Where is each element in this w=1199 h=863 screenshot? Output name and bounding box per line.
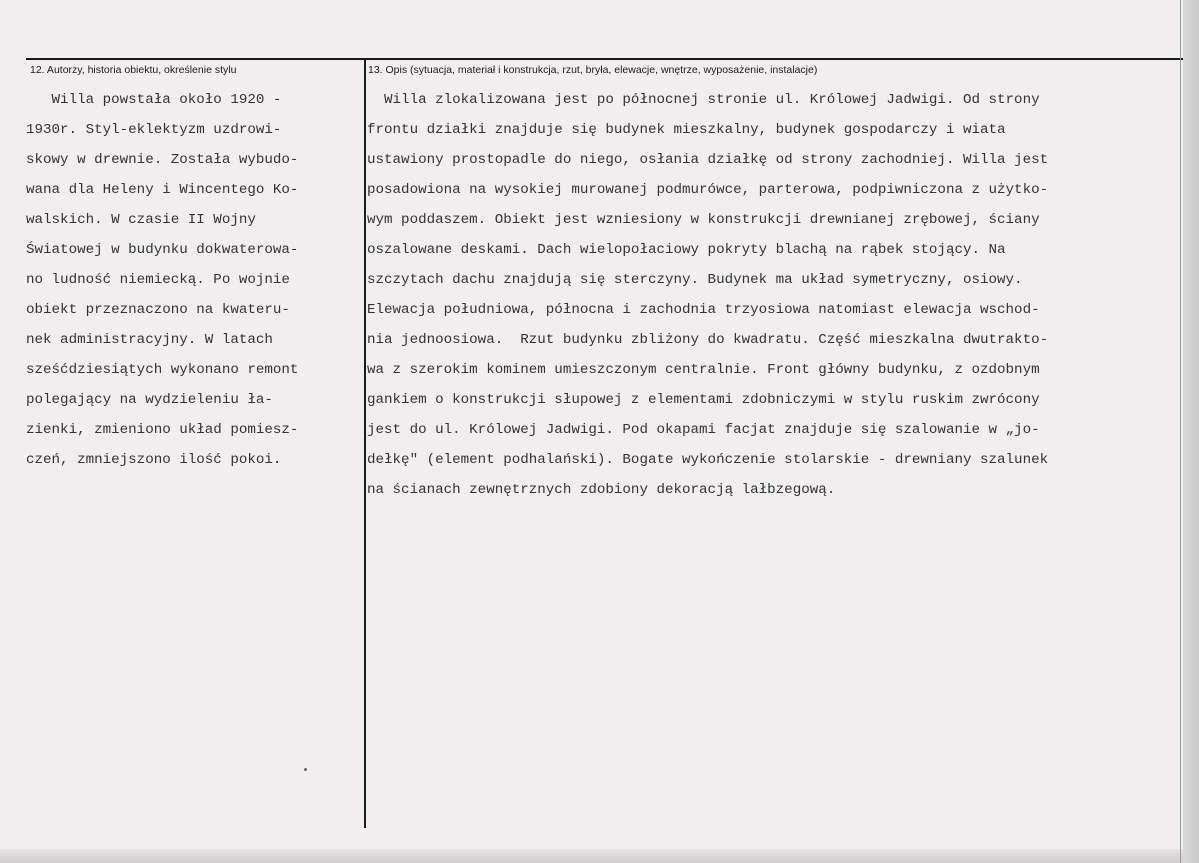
history-line: no ludność niemiecką. Po wojnie bbox=[26, 272, 290, 288]
history-line: Willa powstała około 1920 - bbox=[26, 92, 282, 108]
description-line: dełkę" (element podhalański). Bogate wykończenie stolarskie - drewniany szalunek bbox=[367, 452, 1049, 468]
description-line: szczytach dachu znajdują się sterczyny. Budynek ma układ symetryczny, osiowy. bbox=[367, 272, 1023, 288]
history-line: 1930r. Styl-eklektyzm uzdrowi- bbox=[26, 122, 282, 138]
history-line: polegający na wydzieleniu ła- bbox=[26, 392, 273, 408]
history-line: wana dla Heleny i Wincentego Ko- bbox=[26, 182, 299, 198]
description-line: gankiem o konstrukcji słupowej z elementami zdobniczymi w stylu ruskim zwrócony bbox=[367, 392, 1040, 408]
field-12-label: 12. Autorzy, historia obiektu, określenie stylu bbox=[30, 64, 237, 76]
description-line: wym poddaszem. Obiekt jest wzniesiony w konstrukcji drewnianej zrębowej, ściany bbox=[367, 212, 1040, 228]
description-line: frontu działki znajduje się budynek mieszkalny, budynek gospodarczy i wiata bbox=[367, 122, 1006, 138]
history-line: zienki, zmieniono układ pomiesz- bbox=[26, 422, 299, 438]
top-rule bbox=[26, 58, 1184, 60]
history-line: walskich. W czasie II Wojny bbox=[26, 212, 256, 228]
history-line: obiekt przeznaczono na kwateru- bbox=[26, 302, 290, 318]
description-line: posadowiona na wysokiej murowanej podmurówce, parterowa, podpiwniczona z użytko- bbox=[367, 182, 1049, 198]
field-13-label: 13. Opis (sytuacja, materiał i konstrukcja, rzut, bryła, elewacje, wnętrze, wyposażenie, instalacje) bbox=[368, 64, 818, 76]
scan-speck bbox=[304, 768, 307, 771]
history-line: nek administracyjny. W latach bbox=[26, 332, 273, 348]
description-line: nia jednoosiowa. Rzut budynku zbliżony do kwadratu. Część mieszkalna dwutrakto- bbox=[367, 332, 1049, 348]
description-line: ustawiony prostopadle do niego, osłania działkę od strony zachodniej. Willa jest bbox=[367, 152, 1049, 168]
description-line: Willa zlokalizowana jest po północnej stronie ul. Królowej Jadwigi. Od strony bbox=[367, 92, 1040, 108]
record-card bbox=[26, 58, 1184, 828]
description-line: Elewacja południowa, północna i zachodnia trzyosiowa natomiast elewacja wschod- bbox=[367, 302, 1040, 318]
column-divider bbox=[364, 58, 366, 828]
description-line: na ścianach zewnętrznych zdobiony dekoracją lałbzegową. bbox=[367, 482, 836, 498]
description-line: wa z szerokim kominem umieszczonym centralnie. Front główny budynku, z ozdobnym bbox=[367, 362, 1040, 378]
scan-edge-line bbox=[1180, 0, 1181, 863]
history-line: czeń, zmniejszono ilość pokoi. bbox=[26, 452, 282, 468]
history-line: skowy w drewnie. Została wybudo- bbox=[26, 152, 299, 168]
description-text bbox=[367, 85, 1183, 505]
history-text bbox=[26, 85, 358, 475]
description-line: oszalowane deskami. Dach wielopołaciowy pokryty blachą na rąbek stojący. Na bbox=[367, 242, 1006, 258]
history-line: sześćdziesiątych wykonano remont bbox=[26, 362, 299, 378]
description-line: jest do ul. Królowej Jadwigi. Pod okapami facjat znajduje się szalowanie w „jo- bbox=[367, 422, 1040, 438]
scan-right-edge bbox=[1183, 0, 1199, 863]
scan-bottom-edge bbox=[0, 849, 1199, 863]
history-line: Światowej w budynku dokwaterowa- bbox=[26, 242, 299, 258]
